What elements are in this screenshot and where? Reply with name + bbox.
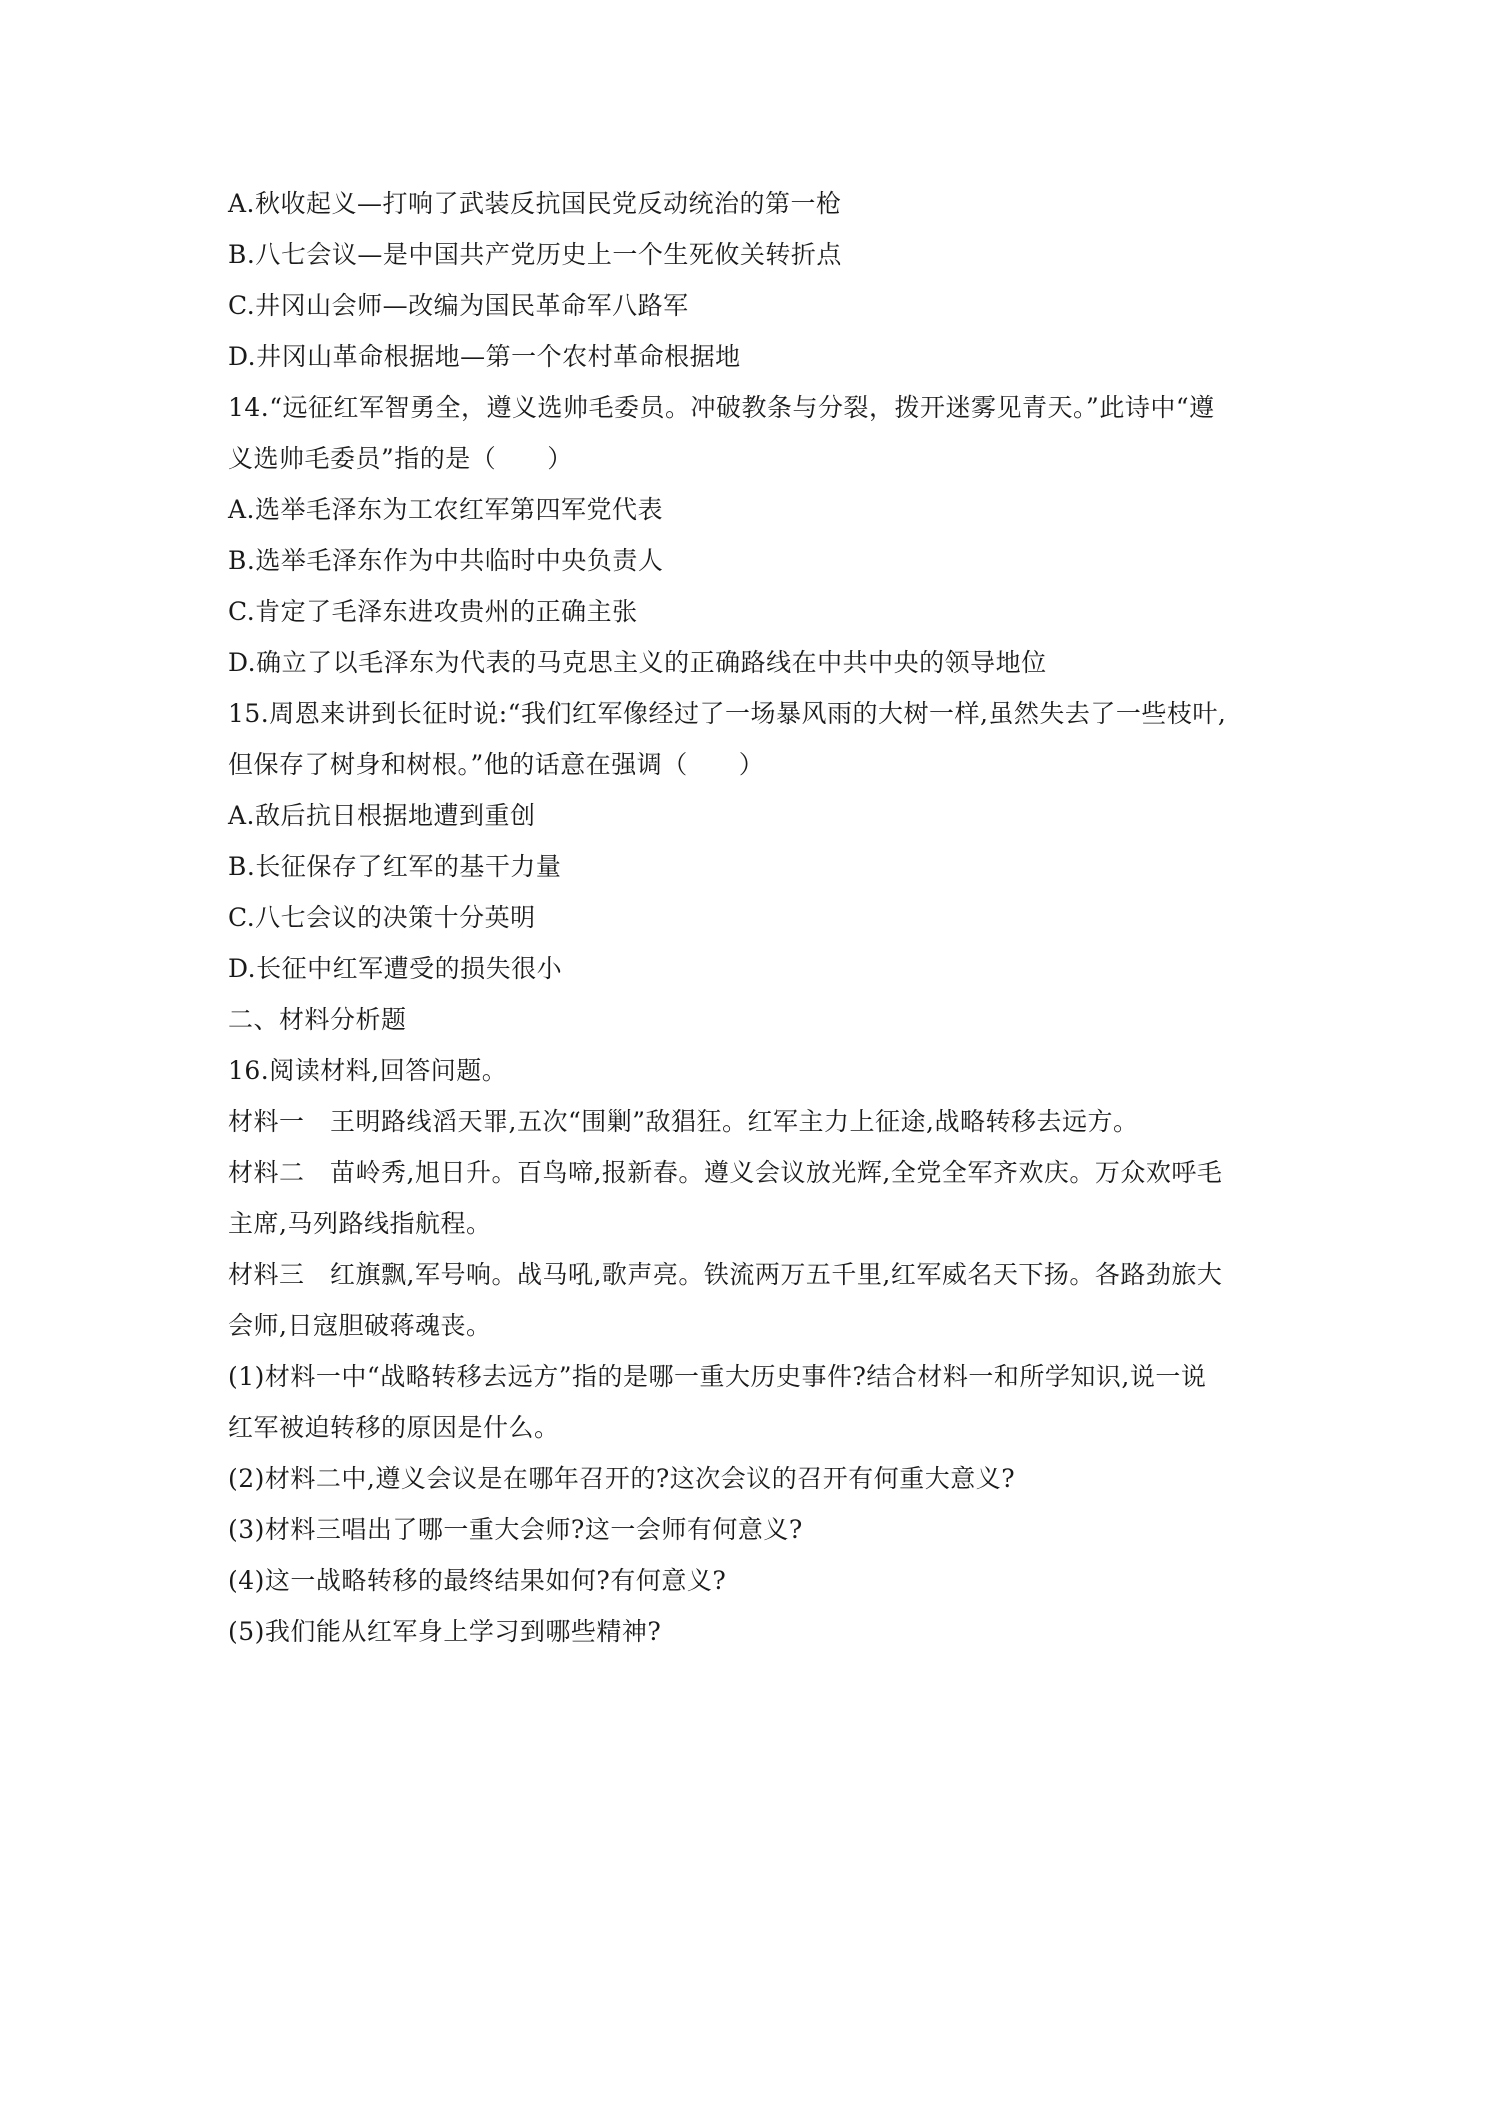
document-content — [228, 178, 1278, 1657]
q13-option-d: D.井冈山革命根据地—第一个农村革命根据地 — [228, 342, 741, 371]
q16-sub-3: (3)材料三唱出了哪一重大会师?这一会师有何意义? — [228, 1515, 803, 1544]
q16-material-3-line-2: 会师,日寇胆破蒋魂丧。 — [228, 1311, 492, 1340]
q14-stem-line-1: 14.“远征红军智勇全，遵义选帅毛委员。冲破教条与分裂，拨开迷雾见青天。”此诗中“遵 — [228, 393, 1215, 422]
q16-sub-1-line-2: 红军被迫转移的原因是什么。 — [228, 1413, 560, 1442]
q16-material-2-line-1: 材料二 苗岭秀,旭日升。百鸟啼,报新春。遵义会议放光辉,全党全军齐欢庆。万众欢呼毛 — [228, 1158, 1223, 1187]
q13-option-b: B.八七会议—是中国共产党历史上一个生死攸关转折点 — [228, 240, 842, 269]
q16-sub-2: (2)材料二中,遵义会议是在哪年召开的?这次会议的召开有何重大意义? — [228, 1464, 1016, 1493]
q13-option-c: C.井冈山会师—改编为国民革命军八路军 — [228, 291, 689, 320]
q16-stem: 16.阅读材料,回答问题。 — [228, 1056, 508, 1085]
q15-option-c: C.八七会议的决策十分英明 — [228, 903, 536, 932]
q15-stem-line-2: 但保存了树身和树根。”他的话意在强调（ ） — [228, 750, 765, 779]
q16-material-1: 材料一 王明路线滔天罪,五次“围剿”敌猖狂。红军主力上征途,战略转移去远方。 — [228, 1107, 1139, 1136]
q16-material-2-line-2: 主席,马列路线指航程。 — [228, 1209, 492, 1238]
q15-option-d: D.长征中红军遭受的损失很小 — [228, 954, 563, 983]
q16-sub-1-line-1: (1)材料一中“战略转移去远方”指的是哪一重大历史事件?结合材料一和所学知识,说一说 — [228, 1362, 1207, 1391]
q16-sub-5: (5)我们能从红军身上学习到哪些精神? — [228, 1617, 662, 1646]
q14-option-c: C.肯定了毛泽东进攻贵州的正确主张 — [228, 597, 638, 626]
question-15 — [228, 688, 1278, 994]
question-16 — [228, 1045, 1278, 1657]
q15-option-b: B.长征保存了红军的基干力量 — [228, 852, 562, 881]
q16-sub-4: (4)这一战略转移的最终结果如何?有何意义? — [228, 1566, 727, 1595]
question-14 — [228, 382, 1278, 688]
q15-stem-line-1: 15.周恩来讲到长征时说:“我们红军像经过了一场暴风雨的大树一样,虽然失去了一些枝叶, — [228, 699, 1227, 728]
question-13-options — [228, 178, 1278, 382]
q14-option-a: A.选举毛泽东为工农红军第四军党代表 — [228, 495, 664, 524]
q14-option-b: B.选举毛泽东作为中共临时中央负责人 — [228, 546, 664, 575]
section-2-heading: 二、材料分析题 — [228, 1005, 407, 1034]
q14-option-d: D.确立了以毛泽东为代表的马克思主义的正确路线在中共中央的领导地位 — [228, 648, 1047, 677]
q16-material-3-line-1: 材料三 红旗飘,军号响。战马吼,歌声亮。铁流两万五千里,红军威名天下扬。各路劲旅大 — [228, 1260, 1223, 1289]
q14-stem-line-2: 义选帅毛委员”指的是（ ） — [228, 444, 573, 473]
q15-option-a: A.敌后抗日根据地遭到重创 — [228, 801, 536, 830]
q13-option-a: A.秋收起义—打响了武装反抗国民党反动统治的第一枪 — [228, 189, 842, 218]
